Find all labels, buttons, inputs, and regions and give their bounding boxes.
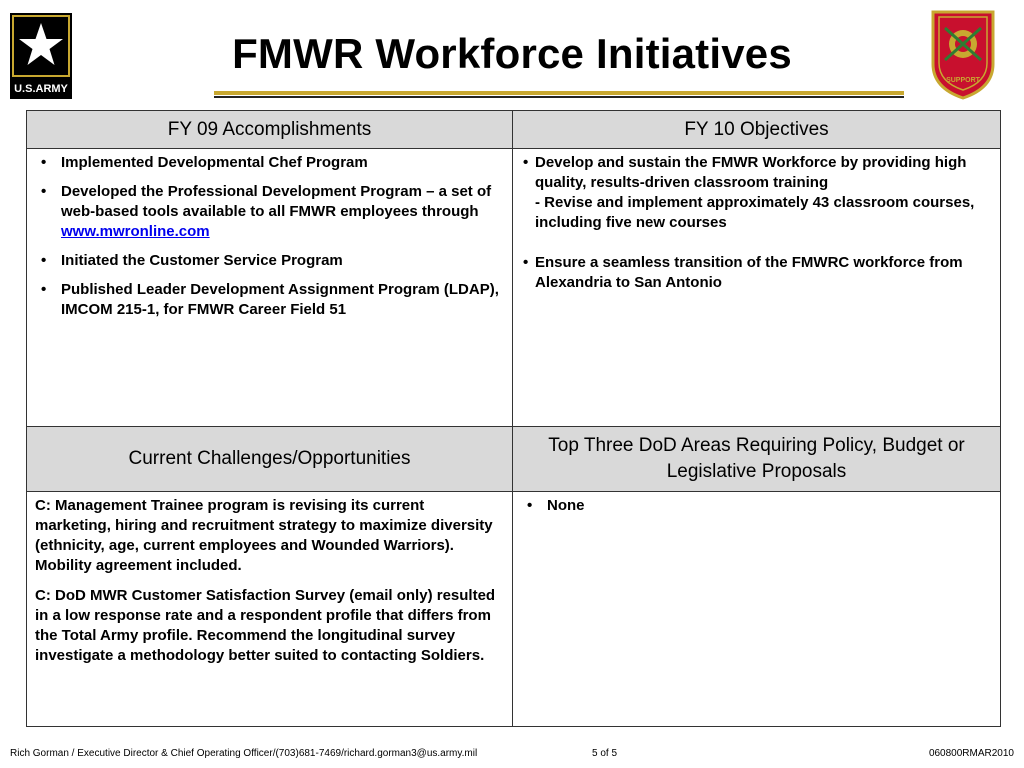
footer-contact: Rich Gorman / Executive Director & Chief Operating Officer/(703)681-7469/richard.gorman3@us.army.mil [10,748,478,759]
header-challenges: Current Challenges/Opportunities [27,427,513,492]
accomplishments-list [35,153,504,320]
title-rule-gold [214,91,904,95]
title-rule-black [214,96,904,98]
challenge-paragraph: C: DoD MWR Customer Satisfaction Survey (email only) resulted in a low response rate and a respondent profile that differs from the Total Army profile. Recommend the longitudinal survey investigate a methodology better suited to contacting Soldiers. [35,587,496,664]
header-fy10: FY 10 Objectives [513,111,1001,149]
mwronline-link[interactable]: www.mwronline.com [61,223,210,240]
list-item: • Published Leader Development Assignment Program (LDAP), IMCOM 215-1, for FMWR Career Field 51 [61,280,504,320]
initiatives-table [26,110,1001,727]
header-fy09: FY 09 Accomplishments [27,111,513,149]
list-item: • Implemented Developmental Chef Program [61,153,504,173]
list-item: • Developed the Professional Development Program – a set of web-based tools available to all FMWR employees through www.mwronline.com [61,182,504,242]
list-item: • Initiated the Customer Service Program [61,251,504,271]
list-item: • Develop and sustain the FMWR Workforce by providing high quality, results-driven classroom training - Revise and implement approximately 43 classroom courses, including five new courses [535,153,992,233]
unit-seal-icon [925,8,1001,100]
accomplishments-cell [27,149,513,427]
challenge-paragraph: C: Management Trainee program is revising its current marketing, hiring and recruitment strategy to maximize diversity (ethnicity, age, current employees and Wounded Warriors). Mobility agreement included. [35,497,493,574]
logo-text: U.S.ARMY [14,83,68,95]
seal-text: SUPPORT [946,77,980,84]
dod-areas-list [521,496,992,516]
objectives-cell [513,149,1001,427]
challenges-cell [27,492,513,727]
page-title: FMWR Workforce Initiatives [232,30,792,77]
footer-page-number: 5 of 5 [592,748,618,759]
list-item: • Ensure a seamless transition of the FMWRC workforce from Alexandria to San Antonio [535,253,992,293]
objectives-list [521,153,992,293]
objective-subitem: - Revise and implement approximately 43 classroom courses, including five new courses [535,194,975,231]
dod-areas-cell [513,492,1001,727]
footer-code: 060800RMAR2010 [928,748,1014,759]
list-item: • None [547,496,992,516]
header-dod-areas: Top Three DoD Areas Requiring Policy, Budget or Legislative Proposals [513,427,1001,492]
